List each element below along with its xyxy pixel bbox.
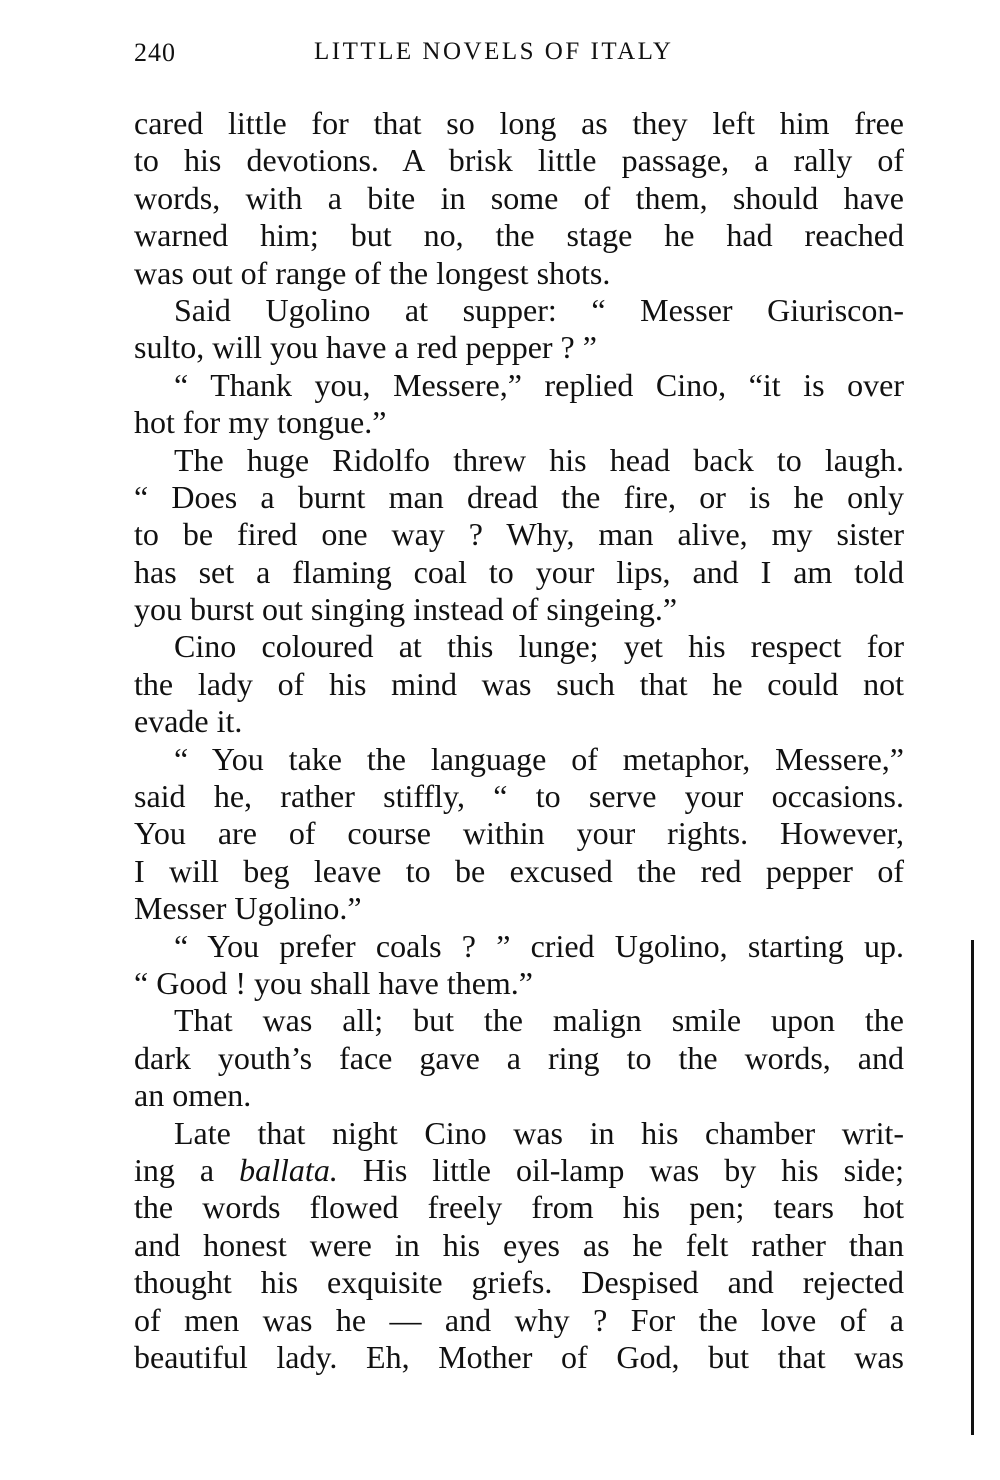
body-text bbox=[134, 105, 904, 1376]
text-line: and honest were in his eyes as he felt rather than bbox=[134, 1226, 904, 1263]
text-line: was out of range of the longest shots. bbox=[134, 254, 611, 291]
text-line: thought his exquisite griefs. Despised and rejected bbox=[134, 1264, 904, 1301]
text-line: the words flowed freely from his pen; tears hot bbox=[134, 1189, 904, 1226]
text-line: I will beg leave to be excused the red pepper of bbox=[134, 852, 904, 889]
text-line: evade it. bbox=[134, 703, 243, 740]
text-line: to be fired one way ? Why, man alive, my sister bbox=[134, 516, 904, 553]
page-header bbox=[134, 38, 904, 70]
running-head: LITTLE NOVELS OF ITALY bbox=[314, 38, 674, 65]
text-line: “ Good ! you shall have them.” bbox=[134, 964, 533, 1001]
text-line: an omen. bbox=[134, 1077, 252, 1114]
text-line: warned him; but no, the stage he had reached bbox=[134, 217, 904, 254]
italic-word: ballata. bbox=[239, 1151, 338, 1188]
text-line: said he, rather stiffly, “ to serve your occasions. bbox=[134, 778, 904, 815]
text-line: has set a flaming coal to your lips, and I am told bbox=[134, 553, 904, 590]
text-line: dark youth’s face gave a ring to the words, and bbox=[134, 1039, 904, 1076]
text-line: Said Ugolino at supper: “ Messer Giuriscon- bbox=[174, 291, 904, 328]
text-line: Late that night Cino was in his chamber writ- bbox=[174, 1114, 904, 1151]
text-run: ing a bbox=[134, 1151, 240, 1188]
text-line: the lady of his mind was such that he could not bbox=[134, 665, 904, 702]
text-line bbox=[134, 1152, 904, 1189]
text-line: The huge Ridolfo threw his head back to laugh. bbox=[174, 441, 904, 478]
text-line: cared little for that so long as they left him free bbox=[134, 105, 904, 141]
text-line: Messer Ugolino.” bbox=[134, 890, 362, 927]
text-line: “ Does a burnt man dread the fire, or is he only bbox=[134, 478, 904, 515]
text-run: His little oil-lamp was by his side; bbox=[337, 1151, 905, 1188]
page-number: 240 bbox=[134, 38, 176, 67]
text-line: “ You take the language of metaphor, Messere,” bbox=[174, 740, 904, 777]
text-line: of men was he — and why ? For the love of a bbox=[134, 1301, 904, 1338]
text-line: “ Thank you, Messere,” replied Cino, “it is over bbox=[174, 366, 904, 403]
text-line: hot for my tongue.” bbox=[134, 404, 387, 441]
text-line: to his devotions. A brisk little passage, a rally of bbox=[134, 142, 904, 179]
margin-rule bbox=[971, 940, 974, 1435]
text-line: words, with a bite in some of them, should have bbox=[134, 179, 904, 216]
text-line: beautiful lady. Eh, Mother of God, but that was bbox=[134, 1338, 904, 1375]
text-line: sulto, will you have a red pepper ? ” bbox=[134, 329, 597, 366]
text-line: “ You prefer coals ? ” cried Ugolino, starting up. bbox=[174, 927, 904, 964]
text-line: That was all; but the malign smile upon the bbox=[174, 1002, 904, 1039]
text-line: You are of course within your rights. However, bbox=[134, 815, 904, 852]
text-line: you burst out singing instead of singeing.” bbox=[134, 591, 678, 628]
text-line: Cino coloured at this lunge; yet his respect for bbox=[174, 628, 904, 665]
